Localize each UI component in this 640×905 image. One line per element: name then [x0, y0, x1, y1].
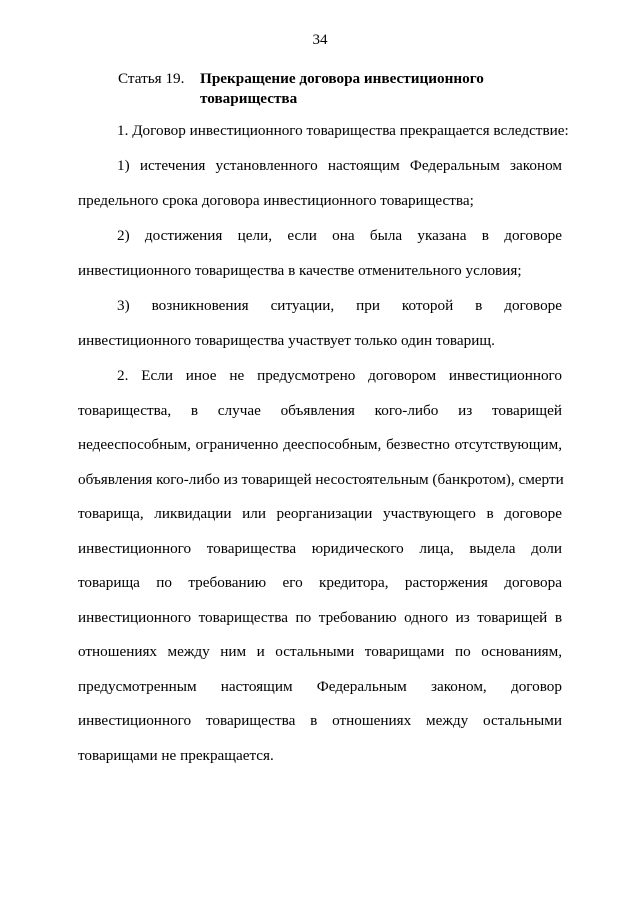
item-1-line-1: 1) истечения установленного настоящим Федеральным законом: [117, 157, 562, 174]
clause-2-line-9: отношениях между ним и остальными товарищами по основаниям,: [78, 643, 562, 660]
page-number: 34: [312, 32, 328, 48]
clause-2-line-10: предусмотренным настоящим Федеральным законом, договор: [78, 678, 562, 695]
item-3-line-2: инвестиционного товарищества участвует только один товарищ.: [78, 332, 495, 349]
clause-2-line-1: 2. Если иное не предусмотрено договором инвестиционного: [117, 367, 562, 384]
item-3-line-1: 3) возникновения ситуации, при которой в договоре: [117, 297, 562, 314]
clause-2-line-3: недееспособным, ограниченно дееспособным, безвестно отсутствующим,: [78, 436, 562, 453]
article-title-line-2: товарищества: [200, 90, 298, 107]
clause-2-line-12: товарищами не прекращается.: [78, 747, 274, 764]
clause-2-line-4: объявления кого-либо из товарищей несостоятельным (банкротом), смерти: [78, 471, 564, 488]
clause-2-line-11: инвестиционного товарищества в отношениях между остальными: [78, 712, 562, 729]
article-number: Статья 19.: [118, 70, 185, 87]
item-2-line-1: 2) достижения цели, если она была указана в договоре: [117, 227, 562, 244]
clause-2-line-5: товарища, ликвидации или реорганизации участвующего в договоре: [78, 505, 562, 522]
item-2-line-2: инвестиционного товарищества в качестве отменительного условия;: [78, 262, 522, 279]
article-title: [200, 69, 558, 109]
clause-2-line-2: товарищества, в случае объявления кого-либо из товарищей: [78, 402, 562, 419]
article-title-line-1: Прекращение договора инвестиционного: [200, 70, 484, 87]
clause-2-line-6: инвестиционного товарищества юридического лица, выдела доли: [78, 540, 562, 557]
clause-1-intro: 1. Договор инвестиционного товарищества прекращается вследствие:: [117, 122, 569, 139]
item-1-line-2: предельного срока договора инвестиционного товарищества;: [78, 192, 474, 209]
clause-2-line-8: инвестиционного товарищества по требованию одного из товарищей в: [78, 609, 562, 626]
clause-2-line-7: товарища по требованию его кредитора, расторжения договора: [78, 574, 562, 591]
